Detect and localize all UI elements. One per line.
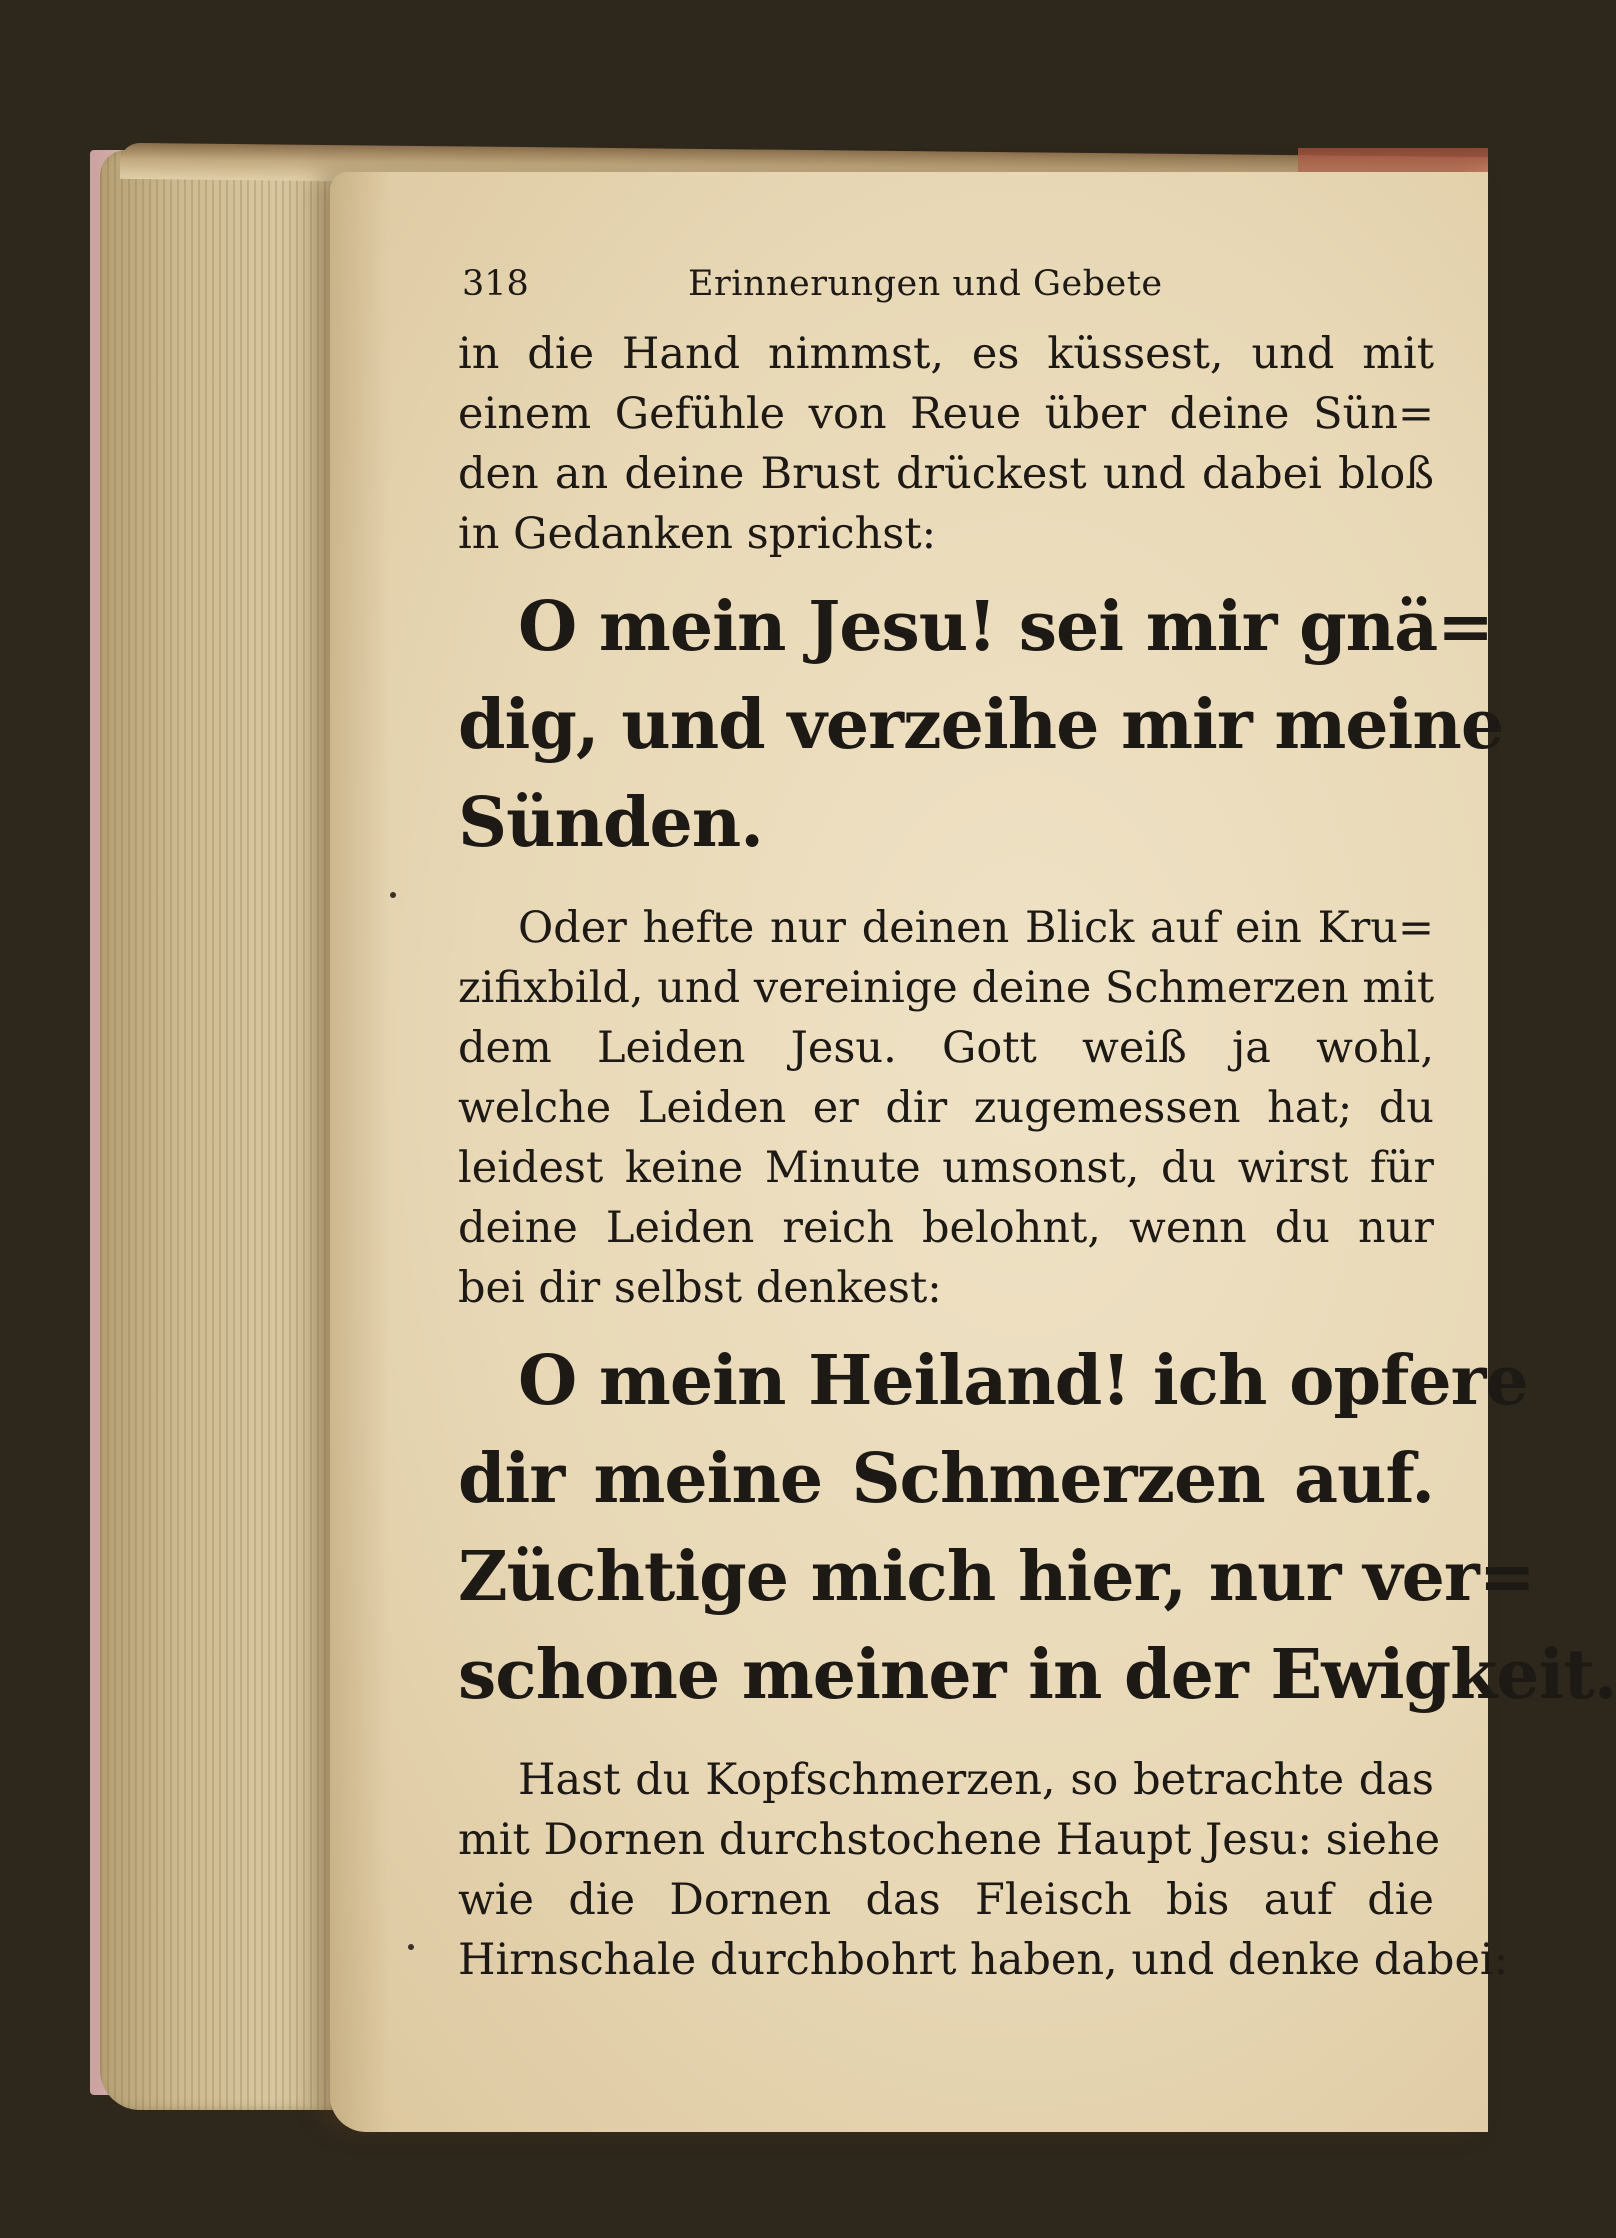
- paragraph-2: [458, 898, 1434, 1318]
- text-line: dem Leiden Jesu. Gott weiß ja wohl,: [458, 1023, 1434, 1073]
- prayer-line: schone meiner in der Ewigkeit.: [458, 1635, 1616, 1715]
- text-line: welche Leiden er dir zugemessen hat; du: [458, 1083, 1434, 1133]
- page-edges: [100, 150, 350, 2110]
- paragraph-1: [458, 324, 1434, 564]
- text-line: Hirnschale durchbohrt haben, und denke dabei:: [458, 1935, 1509, 1985]
- prayer-1: [458, 578, 1494, 676]
- text-line: bei dir selbst denkest:: [458, 1263, 942, 1313]
- prayer-1-cont: [458, 676, 1504, 872]
- text-line: Hast du Kopfschmerzen, so betrachte das: [518, 1755, 1434, 1805]
- text-line: den an deine Brust drückest und dabei bloß: [458, 449, 1434, 499]
- text-line: in Gedanken sprichst:: [458, 509, 937, 559]
- text-line: wie die Dornen das Fleisch bis auf die: [458, 1875, 1434, 1925]
- prayer-2-cont: [458, 1430, 1616, 1724]
- text-line: in die Hand nimmst, es küssest, und mit: [458, 329, 1434, 379]
- text-line: leidest keine Minute umsonst, du wirst für: [458, 1143, 1434, 1193]
- prayer-line: O mein Heiland! ich opfere: [518, 1341, 1528, 1421]
- book-page: [330, 172, 1616, 2132]
- running-head: Erinnerungen und Gebete: [688, 264, 1163, 304]
- page-gutter-shade: [330, 172, 390, 2132]
- page-header: [458, 264, 1434, 324]
- paragraph-3: [458, 1750, 1509, 1990]
- text-line: zifixbild, und vereinige deine Schmerzen mit: [458, 963, 1435, 1013]
- margin-speck: [408, 1944, 414, 1950]
- text-line: Oder hefte nur deinen Blick auf ein Kru=: [518, 903, 1434, 953]
- prayer-line: dig, und verzeihe mir meine: [458, 685, 1504, 765]
- text-line: deine Leiden reich belohnt, wenn du nur: [458, 1203, 1434, 1253]
- prayer-line: O mein Jesu! sei mir gnä=: [518, 587, 1494, 667]
- prayer-line: Sünden.: [458, 783, 763, 863]
- page-text-block: [458, 264, 1616, 1990]
- prayer-line: Züchtige mich hier, nur ver=: [458, 1537, 1535, 1617]
- text-line: mit Dornen durchstochene Haupt Jesu: siehe: [458, 1815, 1441, 1865]
- page-number: 318: [462, 264, 529, 304]
- text-line: einem Gefühle von Reue über deine Sün=: [458, 389, 1434, 439]
- margin-speck: [390, 892, 396, 898]
- prayer-2: [458, 1332, 1528, 1430]
- prayer-line: dir meine Schmerzen auf.: [458, 1439, 1434, 1519]
